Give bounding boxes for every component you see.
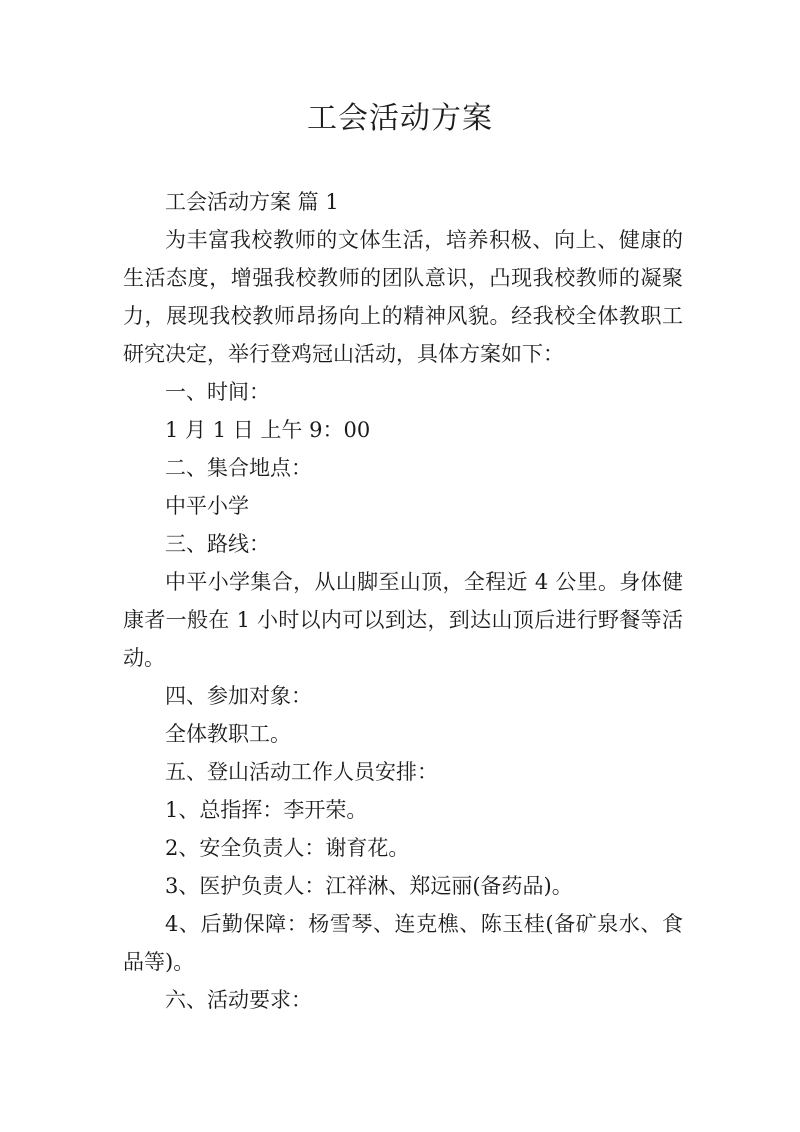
participants-heading: 四、参加对象： — [165, 684, 312, 708]
intro-paragraph: 为丰富我校教师的文体生活，培养积极、向上、健康的生活态度，增强我校教师的团队意识，凸现我校教师的凝聚力，展现我校教师昂扬向上的精神风貌。经我校全体教职工研究决定，举行登鸡冠山活动，具体方案如下： — [123, 228, 683, 366]
document-body — [123, 183, 683, 1019]
location-value: 中平小学 — [165, 494, 249, 518]
staff-item: 2、安全负责人：谢育花。 — [165, 836, 410, 860]
staff-item: 3、医护负责人：江祥淋、郑远丽(备药品)。 — [165, 874, 573, 898]
time-heading: 一、时间： — [165, 380, 270, 404]
staff-heading: 五、登山活动工作人员安排： — [165, 760, 438, 784]
document-title: 工会活动方案 — [307, 101, 493, 136]
route-paragraph: 中平小学集合，从山脚至山顶，全程近 4 公里。身体健康者一般在 1 小时以内可以到达，到达山顶后进行野餐等活动。 — [123, 570, 683, 670]
section-heading: 工会活动方案 篇 1 — [165, 190, 339, 214]
requirements-heading: 六、活动要求： — [165, 988, 312, 1012]
staff-item: 1、总指挥：李开荣。 — [165, 798, 368, 822]
route-heading: 三、路线： — [165, 532, 270, 556]
staff-item: 4、后勤保障：杨雪琴、连克樵、陈玉桂(备矿泉水、食品等)。 — [123, 912, 683, 974]
location-heading: 二、集合地点： — [165, 456, 312, 480]
time-value: 1 月 1 日 上午 9：00 — [165, 418, 371, 442]
participants-value: 全体教职工。 — [165, 722, 291, 746]
